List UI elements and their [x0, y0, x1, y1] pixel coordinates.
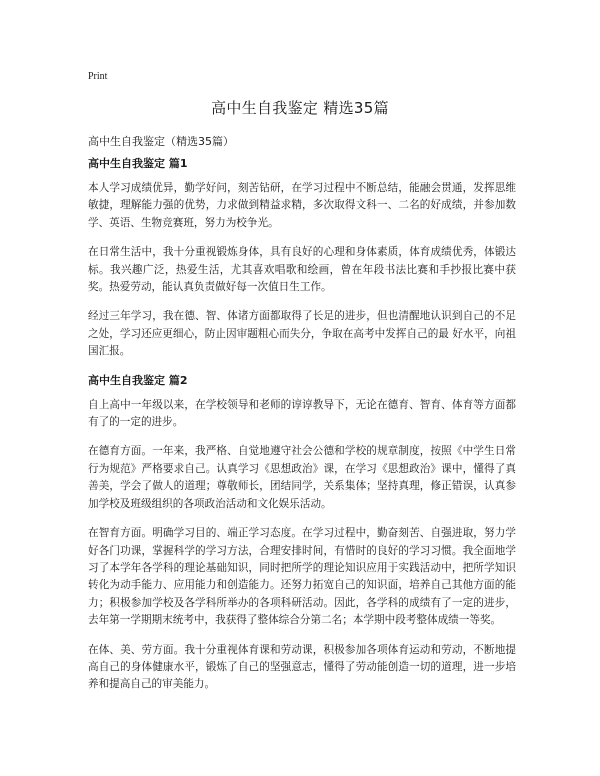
paragraph: 在德育方面。一年来，我严格、自觉地遵守社会公德和学校的规章制度，按照《中学生日常行为规范》严格要求自己。认真学习《思想政治》课，在学习《思想政治》课中，懂得了真善美，学会了做人的道理；尊敬师长，团结同学，关系集体；坚持真理，修正错误，认真参加学校及班级组织的各项政治活动和文化娱乐活动。 — [88, 445, 516, 510]
document-body — [88, 156, 516, 706]
paragraph: 在体、美、劳方面。我十分重视体育课和劳动课，积极参加各项体育运动和劳动，不断地提高自己的身体健康水平，锻炼了自己的坚强意志，懂得了劳动能创造一切的道理，进一步培养和提高自己的审美能力。 — [88, 643, 516, 691]
document-subtitle: 高中生自我鉴定（精选35篇） — [88, 135, 234, 148]
paragraph: 自上高中一年级以来，在学校领导和老师的谆谆教导下，无论在德育、智育、体育等方面都有了的一定的进步。 — [88, 398, 516, 429]
section-heading: 高中生自我鉴定 篇2 — [88, 373, 188, 387]
paragraph: 本人学习成绩优异，勤学好问，刻苦钻研，在学习过程中不断总结，能融会贯通，发挥思维敏捷，理解能力强的优势，力求做到精益求精，多次取得文科一、二名的好成绩，并参加数学、英语、生物竞赛班，努力为校争光。 — [88, 182, 516, 229]
section-2 — [88, 373, 516, 694]
section-1 — [88, 156, 516, 361]
section-heading: 高中生自我鉴定 篇1 — [88, 157, 188, 170]
paragraph: 在智育方面。明确学习目的、端正学习态度。在学习过程中，勤奋刻苦、自强进取，努力学好各门功课，掌握科学的学习方法，合理安排时间，有惜时的良好的学习习惯。我全面地学习了本学年各学科的理论基础知识，同时把所学的理论知识应用于实践活动中，把所学知识转化为动手能力、应用能力和创造能力。还努力拓宽自己的知识面，培养自己其他方面的能力；积极参加学校及各学科所举办的各项科研活动。因此，各学科的成绩有了一定的进步，去年第一学期期末统考中，我获得了整体综合分第二名；本学期中段考整体成绩一等奖。 — [88, 527, 516, 627]
page-title: 高中生自我鉴定 精选35篇 — [211, 99, 389, 117]
print-link[interactable]: Print — [88, 71, 108, 82]
paragraph: 在日常生活中，我十分重视锻炼身体，具有良好的心理和身体素质，体育成绩优秀，体锻达标。我兴趣广泛，热爱生活，尤其喜欢唱歌和绘画，曾在年段书法比赛和手抄报比赛中获奖。热爱劳动，能认真负责做好每一次值日生工作。 — [88, 246, 516, 294]
paragraph: 经过三年学习，我在德、智、体诸方面都取得了长足的进步，但也清醒地认识到自己的不足之处，学习还应更细心，防止因审题粗心而失分，争取在高考中发挥自己的最 好水平，向祖国汇报。 — [88, 310, 516, 358]
